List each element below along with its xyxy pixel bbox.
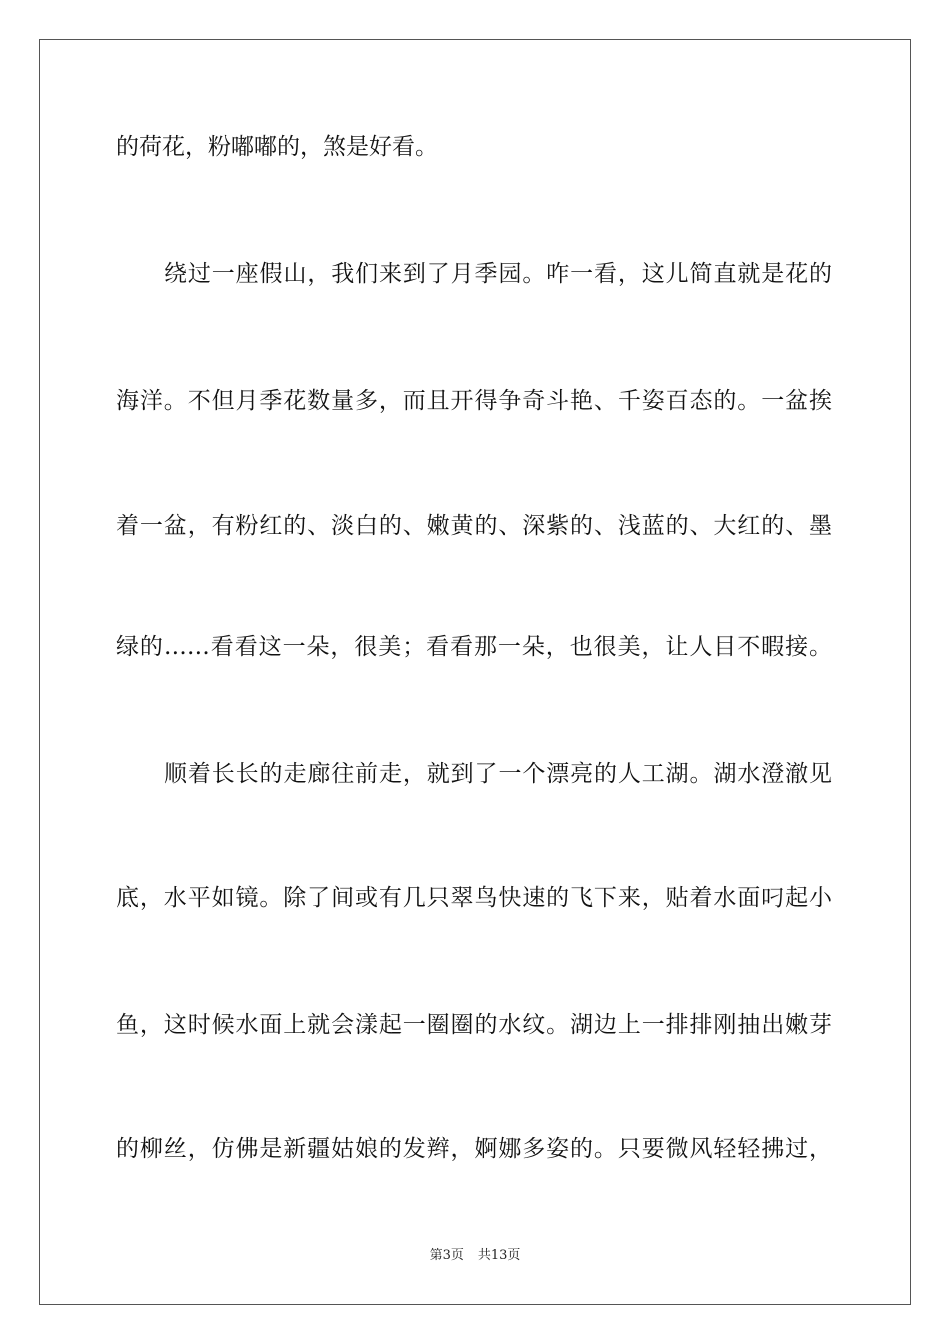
page-number: 第3页: [429, 1248, 464, 1263]
text-line-3: 海洋。不但月季花数量多，而且开得争奇斗艳、千姿百态的。一盆挨: [116, 388, 832, 414]
text-line-1: 的荷花，粉嘟嘟的，煞是好看。: [116, 134, 438, 160]
page-footer: [0, 1248, 950, 1264]
text-line-9: 的柳丝，仿佛是新疆姑娘的发辫，婀娜多姿的。只要微风轻轻拂过，: [116, 1136, 832, 1162]
text-line-5: 绿的……看看这一朵，很美；看看那一朵，也很美，让人目不暇接。: [116, 634, 832, 660]
text-line-2: 绕过一座假山，我们来到了月季园。咋一看，这儿简直就是花的: [164, 261, 832, 287]
text-line-7: 底，水平如镜。除了间或有几只翠鸟快速的飞下来，贴着水面叼起小: [116, 885, 832, 911]
text-line-4: 着一盆，有粉红的、淡白的、嫩黄的、深紫的、浅蓝的、大红的、墨: [116, 513, 832, 539]
text-line-6: 顺着长长的走廊往前走，就到了一个漂亮的人工湖。湖水澄澈见: [164, 761, 832, 787]
text-line-8: 鱼，这时候水面上就会漾起一圈圈的水纹。湖边上一排排刚抽出嫩芽: [116, 1012, 832, 1038]
page-frame: [39, 39, 911, 1305]
page-total: 共13页: [477, 1248, 521, 1263]
